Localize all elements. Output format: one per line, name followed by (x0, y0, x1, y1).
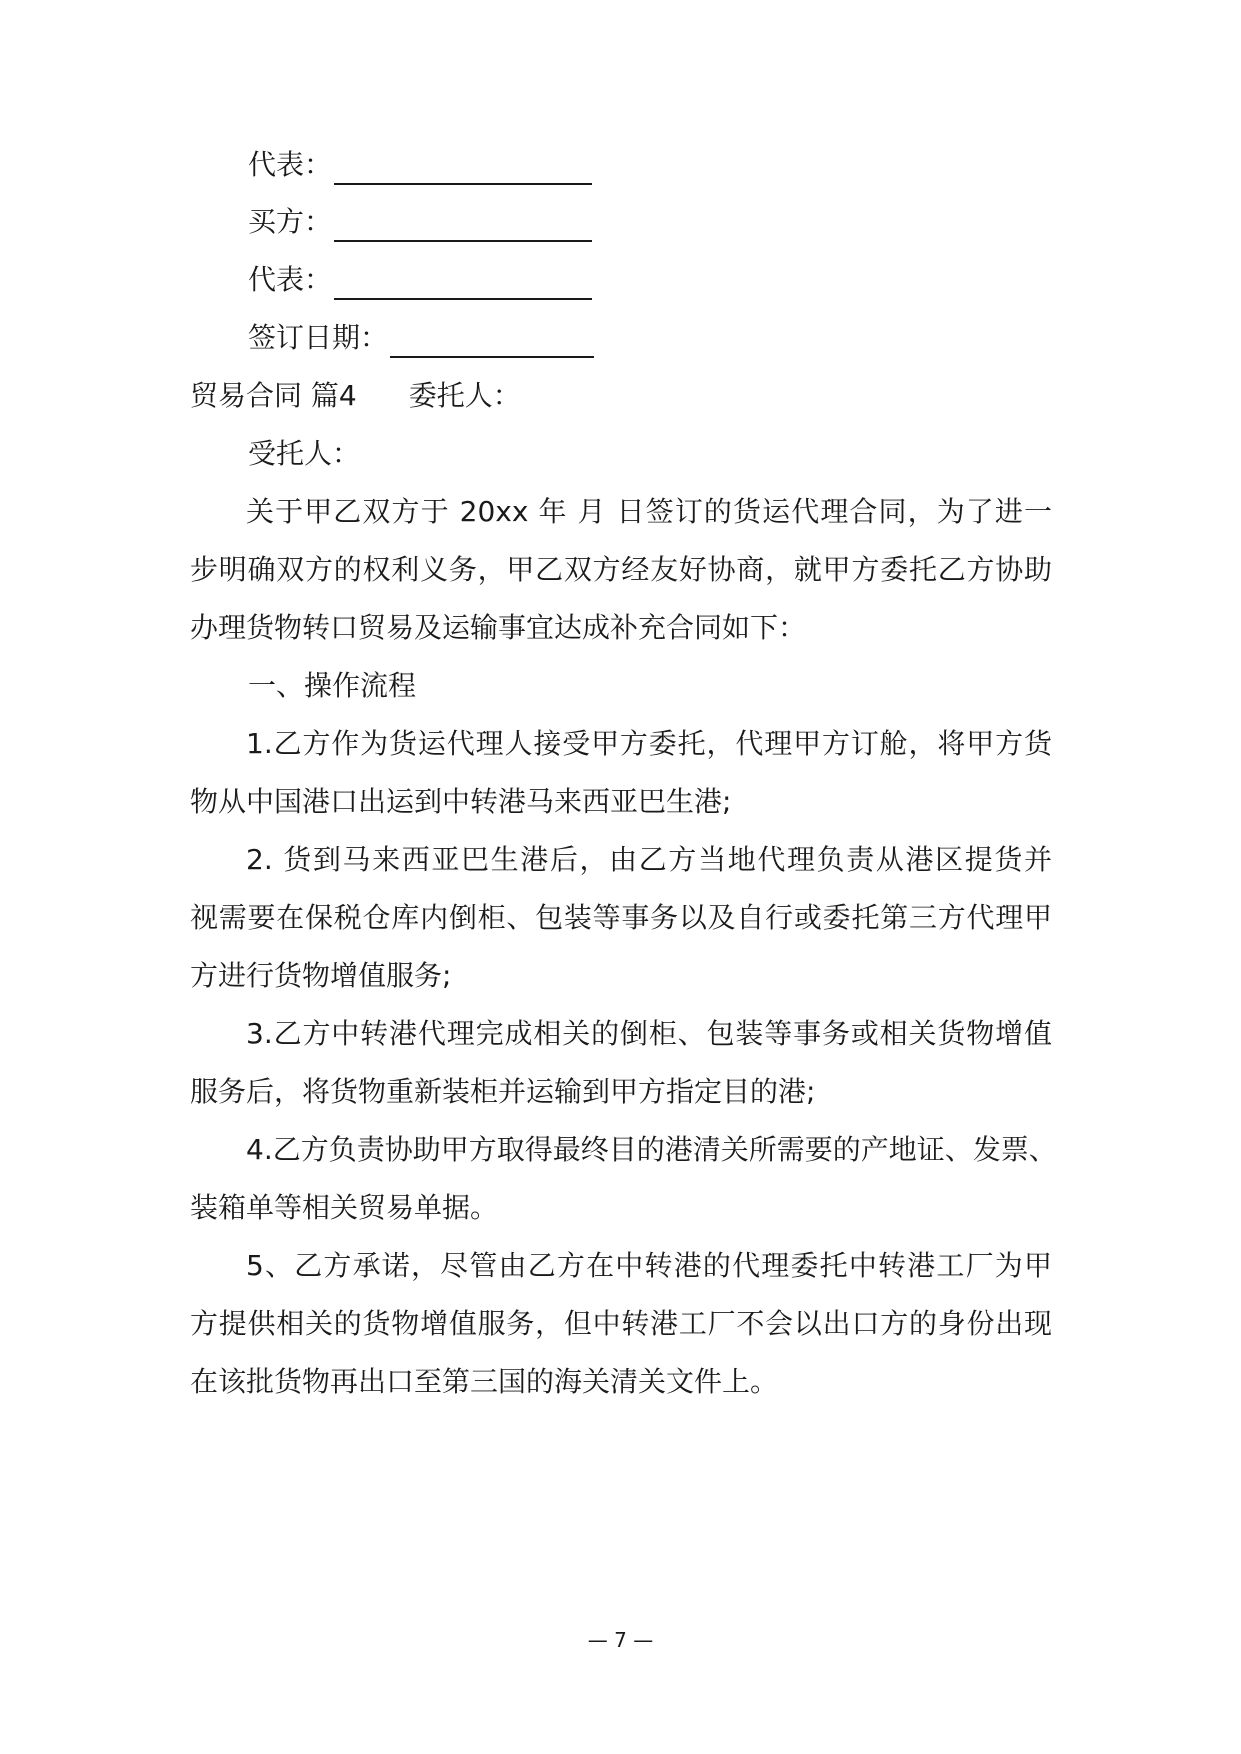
party-a-label: 委托人： (408, 379, 521, 412)
signing-date-field (248, 318, 594, 358)
signature-blank (334, 208, 592, 242)
representative-field-2 (248, 260, 592, 300)
paragraph-line: 3.乙方中转港代理完成相关的倒柜、包装等事务或相关货物增值 (246, 1017, 1052, 1050)
signature-blank (334, 266, 592, 300)
signature-blank (390, 324, 594, 358)
paragraph-line: 4.乙方负责协助甲方取得最终目的港清关所需要的产地证、发票、 (246, 1133, 1057, 1166)
field-label: 买方： (248, 205, 333, 238)
section-number: 篇4 (310, 379, 357, 412)
field-label: 代表： (248, 263, 333, 296)
heading-operation-process: 一、操作流程 (248, 669, 417, 702)
field-label: 代表： (248, 148, 333, 181)
paragraph-line: 方提供相关的货物增值服务，但中转港工厂不会以出口方的身份出现 (190, 1307, 1052, 1340)
paragraph-line: 1.乙方作为货运代理人接受甲方委托，代理甲方订舱，将甲方货 (246, 727, 1052, 760)
field-label: 签订日期： (248, 321, 389, 354)
page-number: — 7 — (587, 1628, 654, 1652)
paragraph-line: 方进行货物增值服务; (190, 959, 452, 992)
paragraph-line: 物从中国港口出运到中转港马来西亚巴生港; (190, 785, 732, 818)
paragraph-line: 视需要在保税仓库内倒柜、包装等事务以及自行或委托第三方代理甲 (190, 901, 1052, 934)
paragraph-line: 办理货物转口贸易及运输事宜达成补充合同如下： (190, 611, 807, 644)
paragraph-line: 2. 货到马来西亚巴生港后，由乙方当地代理负责从港区提货并 (246, 843, 1052, 876)
paragraph-line: 5、乙方承诺，尽管由乙方在中转港的代理委托中转港工厂为甲 (246, 1249, 1052, 1282)
paragraph-line: 步明确双方的权利义务，甲乙双方经友好协商，就甲方委托乙方协助 (190, 553, 1052, 586)
party-b-label: 受托人： (248, 437, 361, 470)
buyer-field (248, 202, 592, 242)
paragraph-line: 服务后，将货物重新装柜并运输到甲方指定目的港; (190, 1075, 816, 1108)
section-heading (190, 376, 521, 416)
signature-blank (334, 151, 592, 185)
paragraph-line: 装箱单等相关贸易单据。 (190, 1191, 499, 1224)
paragraph-line: 关于甲乙双方于 20xx 年 月 日签订的货运代理合同，为了进一 (246, 495, 1052, 528)
paragraph-line: 在该批货物再出口至第三国的海关清关文件上。 (190, 1365, 779, 1398)
representative-field-1 (248, 145, 592, 185)
section-title: 贸易合同 (190, 379, 303, 412)
